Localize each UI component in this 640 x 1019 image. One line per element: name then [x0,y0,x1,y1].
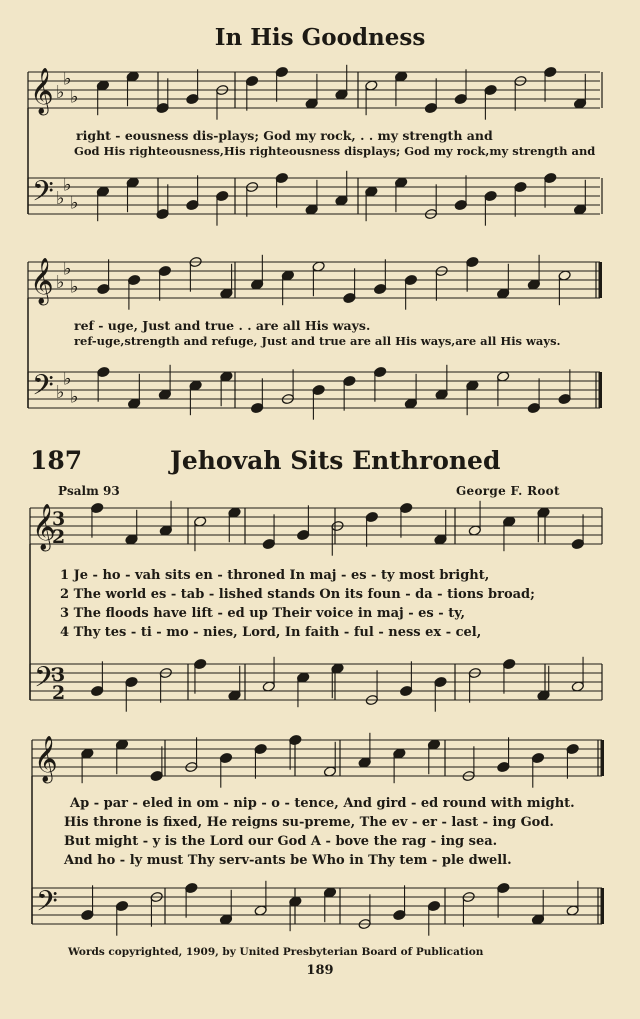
note-head [228,507,241,518]
note-head [335,195,348,206]
note-head [358,757,371,768]
verse-line-4: And ho - ly must Thy serv-ants be Who in Thy tem - ple dwell. [64,853,512,868]
note-head [312,261,325,272]
note-head [544,66,557,77]
note-head [558,393,571,404]
note-head [566,743,579,754]
copyright-notice: Words copyrighted, 1909, by United Presbyterian Board of Publication [68,946,484,958]
note-head [531,752,544,763]
note-head [537,507,550,518]
note-head [424,102,437,113]
flat-sign-icon: ♭ [63,174,72,196]
note-head [186,199,199,210]
note-head [81,909,94,920]
note-head [466,380,479,391]
note-head [115,739,128,750]
note-head [220,371,233,382]
treble-clef-icon: 𝄞 [30,258,54,304]
page-number: 189 [306,963,334,978]
lyric-line: God His righteousness,His righteousness displays; God my rock,my strength and [74,144,596,158]
note-head [454,199,467,210]
note-head [126,71,139,82]
flat-sign-icon: ♭ [70,192,79,214]
note-head [262,538,275,549]
note-head [250,402,263,413]
note-head [395,71,408,82]
note-head [126,177,139,188]
note-head [281,270,294,281]
lyric-line: ref-uge,strength and refuge, Just and true are all His ways,are all His ways. [74,334,561,348]
note-head [571,538,584,549]
time-signature-bottom: 2 [52,526,66,549]
note-head [245,75,258,86]
note-head [454,93,467,104]
note-head [81,748,94,759]
composer-credit: George F. Root [456,484,560,498]
note-head [373,283,386,294]
note-head [435,389,448,400]
note-head [219,914,232,925]
time-signature-top: 3 [52,664,66,687]
verse-line-2: 2 The world es - tab - lished stands On its foun - da - tions broad; [60,587,535,602]
note-head [254,905,267,916]
note-head [189,380,202,391]
note-head [158,389,171,400]
final-bar-thick [601,888,605,924]
note-head [312,384,325,395]
note-head [365,80,378,91]
note-head [496,288,509,299]
note-head [275,172,288,183]
note-head [527,402,540,413]
note-head [305,98,318,109]
note-head [343,292,356,303]
note-head [400,502,413,513]
final-bar-thick [601,740,605,776]
note-head [159,525,172,536]
scripture-reference: Psalm 93 [58,484,120,498]
note-head [468,525,481,536]
verse-line-3: But might - y is the Lord our God A - bove the rag - ing sea. [64,834,498,849]
note-head [289,734,302,745]
note-head [365,186,378,197]
bass-clef-icon: 𝄢 [36,885,58,925]
note-head [125,676,138,687]
note-head [393,748,406,759]
note-head [484,84,497,95]
note-head [185,882,198,893]
note-head [96,80,109,91]
note-head [404,398,417,409]
note-head [219,752,232,763]
note-head [97,283,110,294]
flat-sign-icon: ♭ [63,258,72,280]
hymn-number: 187 [30,446,83,475]
note-head [343,375,356,386]
verse-line-3: 3 The floods have lift - ed up Their voice in maj - es - ty, [60,606,466,621]
note-head [96,186,109,197]
flat-sign-icon: ♭ [56,272,65,294]
flat-sign-icon: ♭ [70,86,79,108]
flat-sign-icon: ♭ [63,368,72,390]
note-head [503,516,516,527]
note-head [496,371,509,382]
flat-sign-icon: ♭ [56,382,65,404]
verse-line-4: 4 Thy tes - ti - mo - nies, Lord, In faith - ful - ness ex - cel, [60,625,482,640]
note-head [503,658,516,669]
final-bar-thick [599,372,603,408]
note-head [427,739,440,750]
note-head [400,685,413,696]
note-head [262,681,275,692]
note-head [335,89,348,100]
lyric-line: right - eousness dis-plays; God my rock, . . my strength and [76,128,493,143]
note-head [331,663,344,674]
note-head [115,900,128,911]
note-head [373,366,386,377]
note-head [573,204,586,215]
note-head [297,672,310,683]
note-head [434,534,447,545]
note-head [158,265,171,276]
note-head [484,190,497,201]
verse-line-1: Ap - par - eled in om - nip - o - tence, And gird - ed round with might. [70,796,575,811]
note-head [323,766,336,777]
time-signature-top: 3 [52,508,66,531]
flat-sign-icon: ♭ [56,82,65,104]
flat-sign-icon: ♭ [70,276,79,298]
treble-clef-icon: 𝄞 [34,736,58,782]
note-head [91,502,104,513]
note-head [127,274,140,285]
hymn-title-jehovah-sits-enthroned: Jehovah Sits Enthroned [170,446,501,475]
note-head [466,256,479,267]
note-head [497,761,510,772]
final-bar-thick [599,262,603,298]
note-head [125,534,138,545]
note-head [127,398,140,409]
verse-line-1: 1 Je - ho - vah sits en - throned In maj - es - ty most bright, [60,568,490,583]
note-head [216,190,229,201]
note-head [150,770,163,781]
note-head [254,743,267,754]
note-head [514,181,527,192]
flat-sign-icon: ♭ [70,386,79,408]
hymn-title-in-his-goodness: In His Goodness [214,24,426,51]
note-head [275,66,288,77]
note-head [97,366,110,377]
bass-clef-icon: 𝄢 [34,661,56,701]
lyric-line: ref - uge, Just and true . . are all His ways. [74,318,371,333]
note-head [186,93,199,104]
note-head [289,896,302,907]
treble-clef-icon: 𝄞 [30,68,54,114]
verse-line-2: His throne is fixed, He reigns su-preme, The ev - er - last - ing God. [64,815,554,830]
note-head [194,658,207,669]
note-head [427,900,440,911]
flat-sign-icon: ♭ [56,188,65,210]
note-head [250,279,263,290]
note-head [544,172,557,183]
note-head [434,676,447,687]
note-head [194,516,207,527]
bass-clef-icon: 𝄢 [32,175,54,215]
note-head [573,98,586,109]
note-head [323,887,336,898]
treble-clef-icon: 𝄞 [32,504,56,550]
bass-clef-icon: 𝄢 [32,369,54,409]
note-head [305,204,318,215]
note-head [497,882,510,893]
note-head [220,288,233,299]
note-head [91,685,104,696]
time-signature-bottom: 2 [52,682,66,705]
note-head [228,690,241,701]
note-head [393,909,406,920]
note-head [404,274,417,285]
note-head [365,511,378,522]
note-head [297,529,310,540]
note-head [395,177,408,188]
flat-sign-icon: ♭ [63,68,72,90]
